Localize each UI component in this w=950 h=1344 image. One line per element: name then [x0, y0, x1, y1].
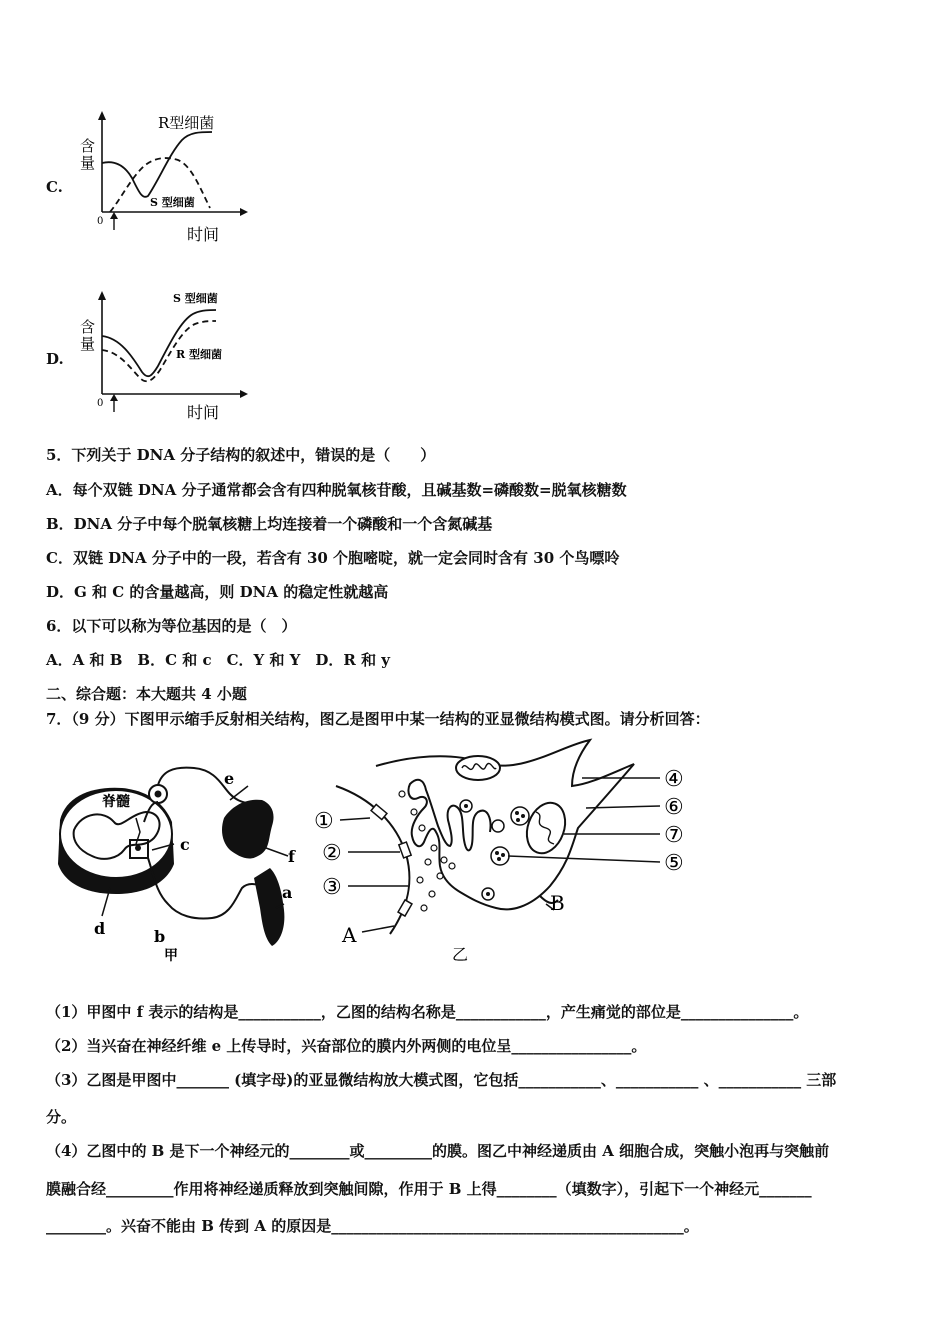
- label-f: f: [288, 847, 295, 866]
- label-b: b: [154, 927, 166, 946]
- num-2: ②: [322, 841, 342, 866]
- ylabel-top: 含: [80, 318, 96, 336]
- num-7: ⑦: [664, 823, 684, 848]
- num-6: ⑥: [664, 795, 684, 820]
- label-B: B: [550, 891, 565, 915]
- q7-sub4c: ________。兴奋不能由 B 传到 A 的原因是_______________________________________________。: [46, 1217, 699, 1235]
- curve-solid: [102, 132, 212, 197]
- xlabel: 时间: [187, 403, 220, 422]
- label-a: a: [282, 883, 293, 902]
- figure-yi-title: 乙: [452, 945, 469, 964]
- time-marker-arrow: [110, 394, 118, 401]
- curve-solid: [102, 310, 216, 376]
- figure-jia: [44, 752, 314, 970]
- x-axis-arrow: [240, 208, 248, 216]
- vesicle-large: [511, 807, 529, 825]
- origin-label: 0: [97, 216, 104, 227]
- dashed-curve-label: R 型细菌: [176, 348, 222, 361]
- effector-a: [254, 868, 284, 946]
- q5-option-d: D．G 和 C 的含量越高，则 DNA 的稳定性就越高: [46, 583, 389, 601]
- ylabel-bottom: 量: [80, 335, 96, 353]
- solid-curve-label: R型细菌: [158, 114, 215, 132]
- figure-yi: [310, 736, 710, 968]
- q7-sub4b: 膜融合经_________作用将神经递质释放到突触间隙，作用于 B 上得________（填数字），引起下一个神经元_______: [46, 1180, 812, 1198]
- solid-curve-label: S 型细菌: [173, 292, 218, 305]
- dashed-curve-label: S 型细菌: [150, 196, 195, 209]
- q7-sub4a: （4）乙图中的 B 是下一个神经元的________或_________的膜。图乙中神经递质由 A 细胞合成，突触小泡再与突触前: [46, 1142, 830, 1160]
- q6-options: A．A 和 B B．C 和 c C．Y 和 Y D．R 和 y: [46, 651, 391, 669]
- figure-jia-title: 甲: [164, 948, 178, 964]
- option-d-label: D.: [46, 350, 64, 368]
- xlabel: 时间: [187, 225, 220, 242]
- num-1: ①: [314, 809, 334, 834]
- presynaptic-terminal: [376, 740, 634, 909]
- receptor-f: [222, 800, 274, 859]
- vesicle-large-2: [491, 847, 509, 865]
- graph-d: [70, 288, 250, 422]
- origin-label: 0: [97, 398, 104, 409]
- q7-stem: 7．（9 分）下图甲示缩手反射相关结构，图乙是图甲中某一结构的亚显微结构模式图。请分析回答：: [46, 710, 710, 728]
- label-d: d: [94, 919, 106, 938]
- q5-stem: 5．下列关于 DNA 分子结构的叙述中，错误的是（ ）: [46, 446, 436, 464]
- q7-sub3b: 分。: [46, 1108, 77, 1126]
- spinal-cord-label: 脊髓: [102, 794, 130, 810]
- q5-option-a: A．每个双链 DNA 分子通常都会含有四种脱氧核苷酸，且碱基数=磷酸数=脱氧核糖数: [46, 481, 627, 499]
- label-c: c: [180, 835, 190, 854]
- x-axis-arrow: [240, 390, 248, 398]
- section-heading: 二、综合题：本大题共 4 小题: [46, 685, 247, 703]
- num-4: ④: [664, 767, 684, 792]
- num-3: ③: [322, 875, 342, 900]
- y-axis-arrow: [98, 111, 106, 120]
- q5-option-c: C．双链 DNA 分子中的一段，若含有 30 个胞嘧啶，就一定会同时含有 30 个鸟嘌呤: [46, 549, 620, 567]
- q7-sub2: （2）当兴奋在神经纤维 e 上传导时，兴奋部位的膜内外两侧的电位呈________________。: [46, 1037, 647, 1055]
- label-A: A: [342, 923, 357, 947]
- q6-stem: 6．以下可以称为等位基因的是（ ）: [46, 617, 297, 635]
- option-c-label: C.: [46, 178, 63, 196]
- y-axis-arrow: [98, 291, 106, 300]
- q5-option-b: B．DNA 分子中每个脱氧核糖上均连接着一个磷酸和一个含氮碱基: [46, 515, 493, 533]
- q7-sub3a: （3）乙图是甲图中_______ (填字母)的亚显微结构放大模式图，它包括___________、___________ 、___________ 三部: [46, 1071, 837, 1089]
- q7-sub1: （1）甲图中 f 表示的结构是___________，乙图的结构名称是____________，产生痛觉的部位是_______________。: [46, 1003, 809, 1021]
- ylabel-bottom: 量: [80, 154, 96, 172]
- num-5: ⑤: [664, 851, 684, 876]
- graph-c: [70, 108, 250, 242]
- label-e: e: [224, 769, 235, 788]
- ylabel-top: 含: [80, 137, 96, 155]
- time-marker-arrow: [110, 212, 118, 219]
